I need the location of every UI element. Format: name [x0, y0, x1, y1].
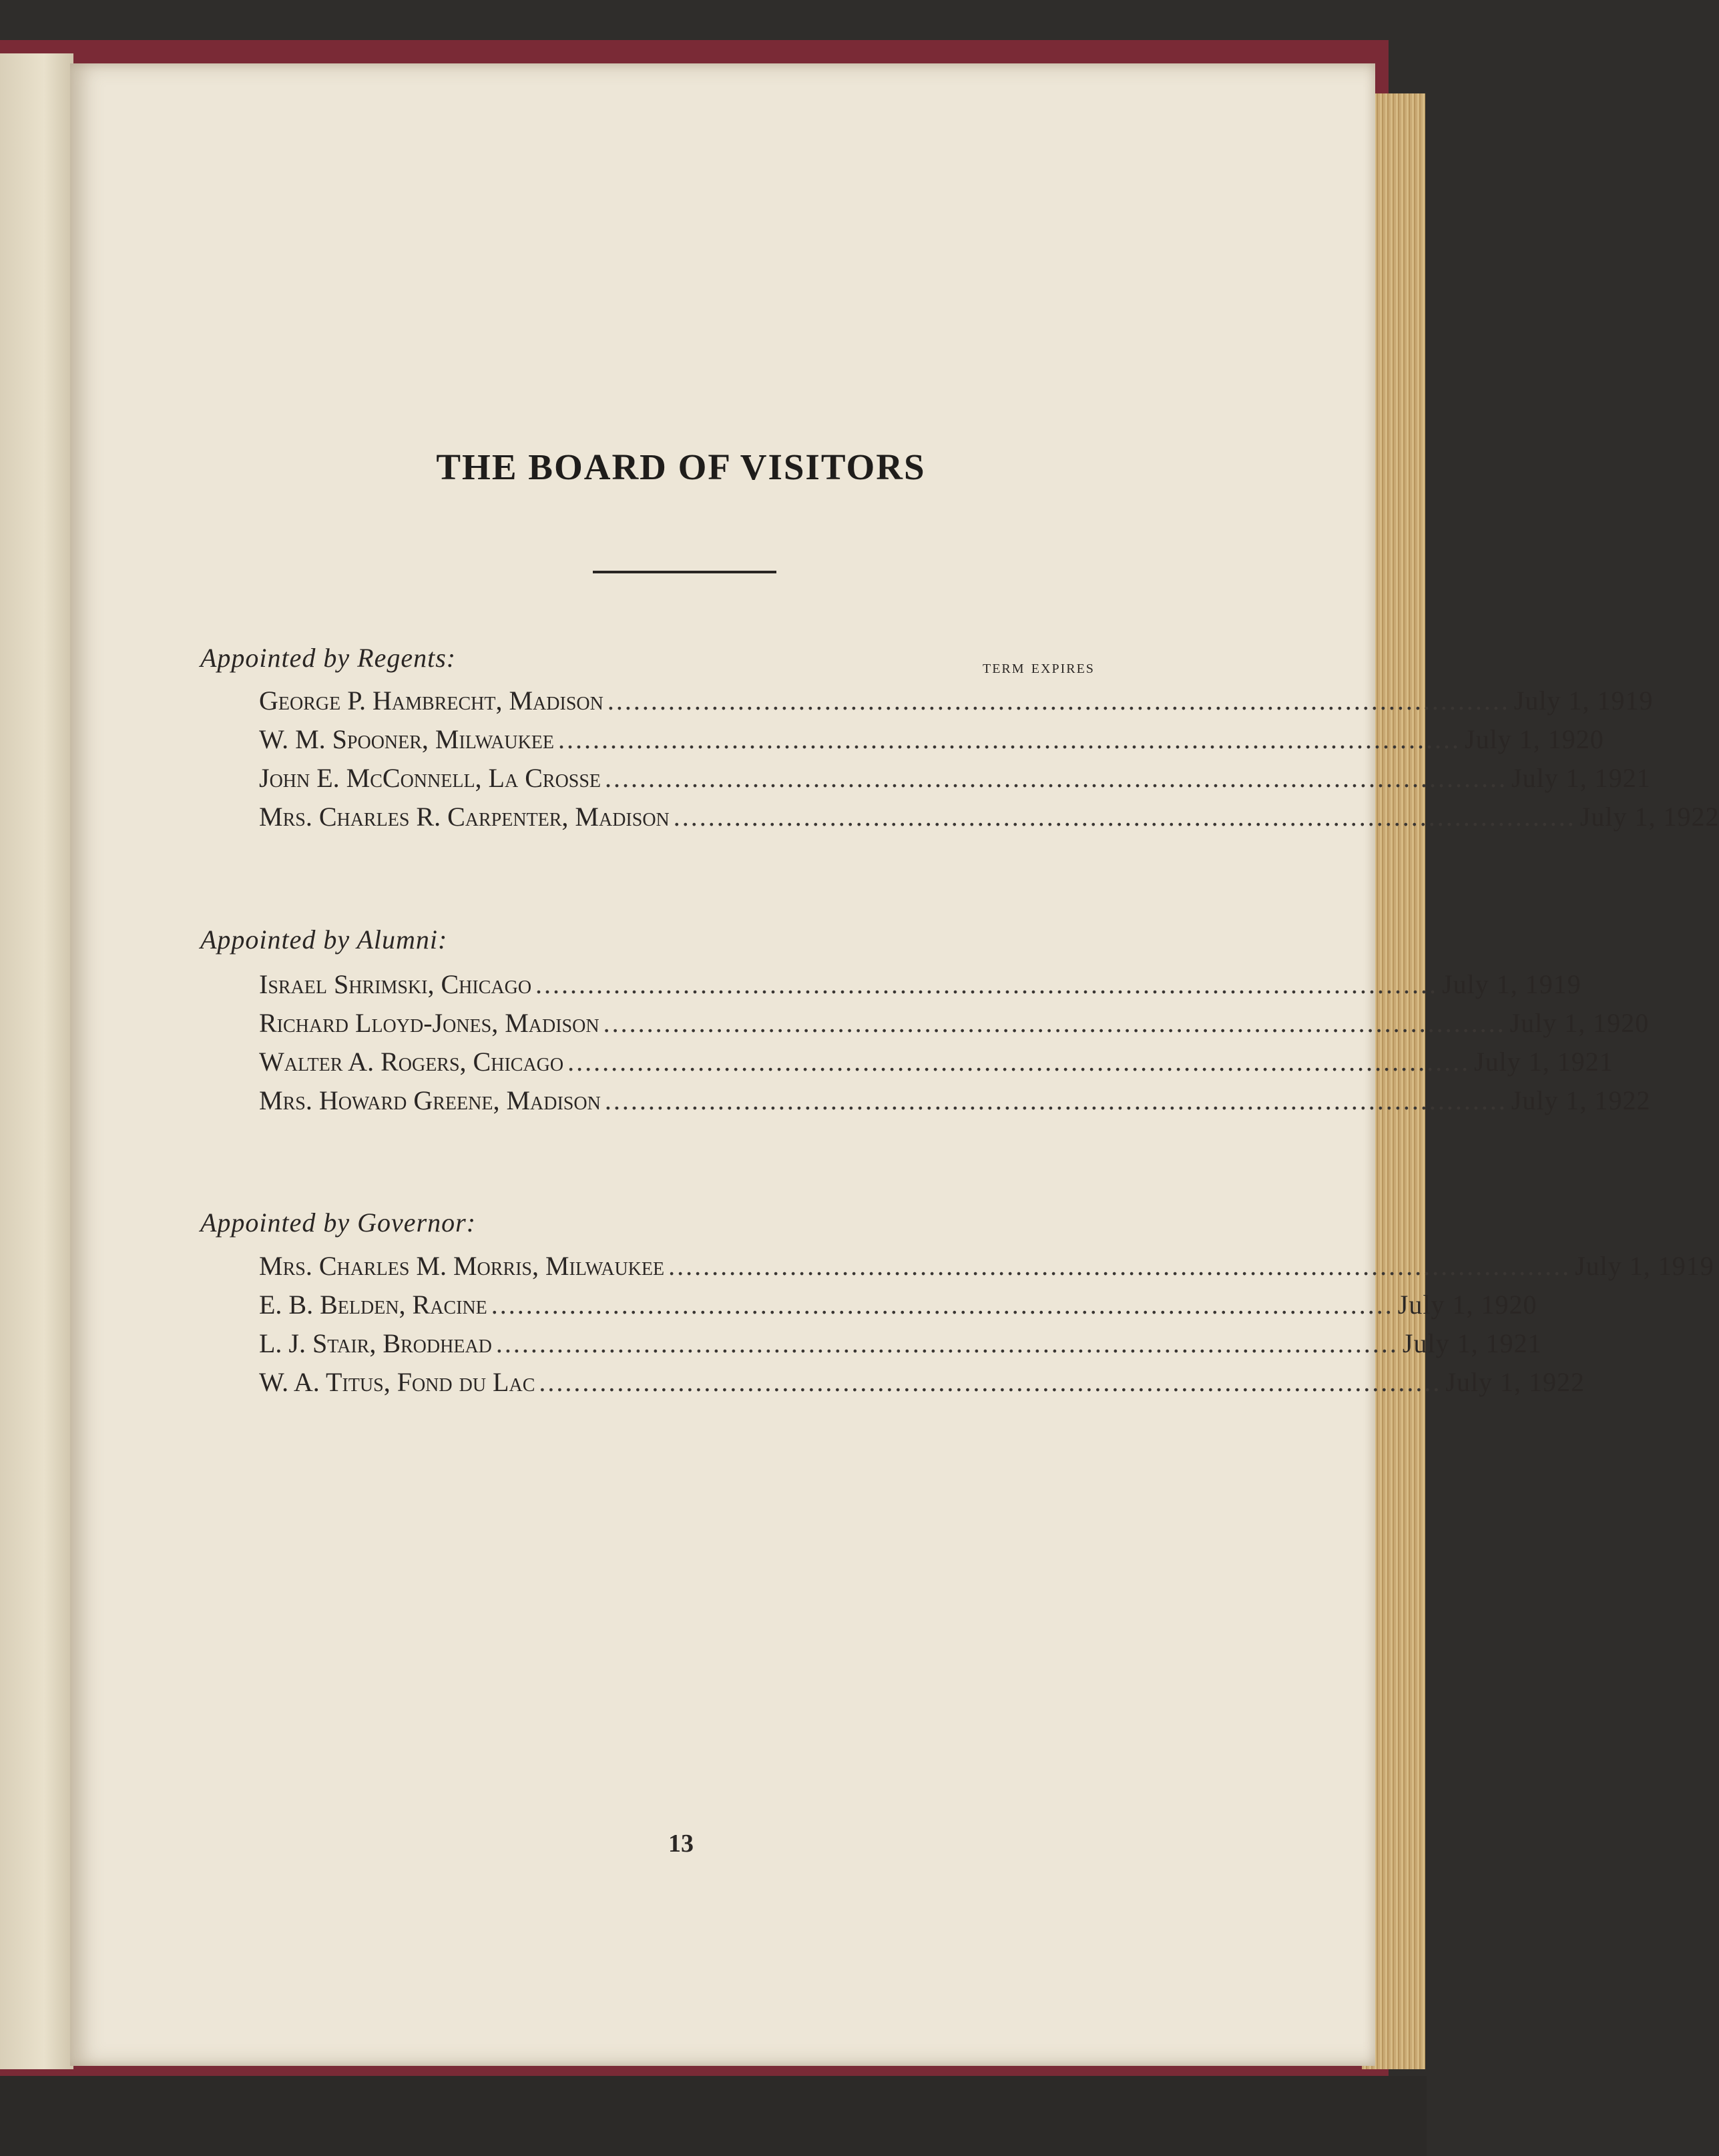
dot-leader: ........................................................................................................ — [567, 1047, 1471, 1077]
dot-leader: ........................................................................................................ — [491, 1290, 1394, 1320]
visitor-name: Israel Shrimski, Chicago — [259, 969, 532, 999]
list-item — [259, 762, 1651, 797]
list-item — [259, 1046, 1614, 1081]
term-date: July 1, 1919 — [1513, 686, 1654, 716]
dot-leader: ........................................................................................................ — [605, 763, 1508, 793]
visitor-name: E. B. Belden, Racine — [259, 1290, 487, 1320]
visitor-name: W. A. Titus, Fond du Lac — [259, 1367, 535, 1397]
visitor-name: George P. Hambrecht, Madison — [259, 686, 603, 716]
list-item — [259, 1328, 1542, 1362]
term-date: July 1, 1919 — [1575, 1251, 1714, 1281]
term-date: July 1, 1921 — [1511, 763, 1651, 793]
dot-leader: ........................................................................................................ — [558, 724, 1461, 754]
group-heading-regents: Appointed by Regents: — [200, 643, 457, 673]
group-heading-alumni: Appointed by Alumni: — [200, 924, 448, 955]
term-date: July 1, 1922 — [1511, 1085, 1651, 1115]
dot-leader: ........................................................................................................ — [603, 1008, 1506, 1038]
list-item — [259, 1085, 1651, 1119]
page-number: 13 — [668, 1830, 694, 1858]
list-item — [259, 801, 1719, 836]
visitor-name: Richard Lloyd-Jones, Madison — [259, 1008, 599, 1038]
dot-leader: ........................................................................................................ — [539, 1367, 1442, 1397]
list-item — [259, 1007, 1650, 1042]
dot-leader: ........................................................................................................ — [668, 1251, 1571, 1281]
dot-leader: ........................................................................................................ — [607, 686, 1510, 716]
visitor-name: Mrs. Charles R. Carpenter, Madison — [259, 802, 670, 832]
term-date: July 1, 1920 — [1465, 724, 1604, 754]
dot-leader: ........................................................................................................ — [673, 802, 1576, 832]
visitor-name: W. M. Spooner, Milwaukee — [259, 724, 555, 754]
visitor-name: Mrs. Charles M. Morris, Milwaukee — [259, 1251, 665, 1281]
list-item — [259, 1289, 1537, 1324]
dot-leader: ........................................................................................................ — [495, 1328, 1399, 1358]
dot-leader: ........................................................................................................ — [604, 1085, 1507, 1115]
list-item — [259, 685, 1654, 720]
background-surface — [0, 2076, 1427, 2156]
term-date: July 1, 1921 — [1474, 1047, 1614, 1077]
list-item — [259, 1250, 1714, 1285]
list-item — [259, 724, 1604, 758]
title-rule — [593, 571, 776, 573]
term-date: July 1, 1921 — [1402, 1328, 1542, 1358]
visitor-name: L. J. Stair, Brodhead — [259, 1328, 492, 1358]
term-date: July 1, 1922 — [1579, 802, 1719, 832]
list-item — [259, 1366, 1585, 1401]
visitor-name: John E. McConnell, La Crosse — [259, 763, 601, 793]
left-page-edge — [0, 53, 73, 2069]
visitor-name: Walter A. Rogers, Chicago — [259, 1047, 564, 1077]
term-expires-header: term expires — [983, 656, 1095, 678]
list-item — [259, 969, 1581, 1003]
page-title: THE BOARD OF VISITORS — [436, 447, 926, 487]
visitor-name: Mrs. Howard Greene, Madison — [259, 1085, 601, 1115]
group-heading-governor: Appointed by Governor: — [200, 1207, 477, 1238]
dot-leader: ........................................................................................................ — [535, 969, 1439, 999]
term-date: July 1, 1919 — [1442, 969, 1581, 999]
term-date: July 1, 1920 — [1509, 1008, 1650, 1038]
term-date: July 1, 1920 — [1397, 1290, 1537, 1320]
term-date: July 1, 1922 — [1445, 1367, 1585, 1397]
